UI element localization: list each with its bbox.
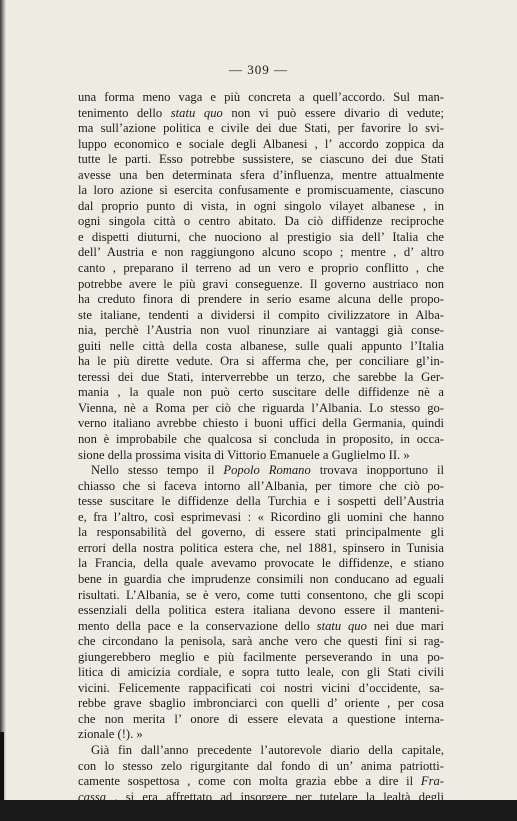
italic-term: cassa	[78, 789, 106, 804]
text-line: impegni dell’Italia verso l’Austria, a proposito dell’invio delle navi	[78, 805, 444, 820]
text-line: giungerebbero meglio e più facilmente perseverando in una po-	[78, 649, 444, 664]
text-line	[78, 774, 444, 790]
text-line	[78, 106, 444, 122]
text-line	[78, 790, 444, 806]
text-line: litica di amicizia cordiale, e sopra tutto leale, con gli Stati civili	[78, 665, 444, 680]
text-segment: tenimento dello	[78, 105, 171, 120]
text-line: la Francia, della quale avevamo provocate le diffidenze, e stiano	[78, 556, 444, 571]
text-line: Già fin dall’anno precedente l’autorevole diario della capitale,	[91, 742, 444, 757]
text-line: guiti nelle città della costa albanese, sulle quali appunto l’Italia	[78, 338, 444, 353]
text-segment: mento della pace e la conservazione dello	[78, 618, 317, 633]
text-segment: Nello stesso tempo il	[91, 463, 224, 478]
text-line: essenziali della politica estera italiana devono essere il manteni-	[78, 603, 444, 618]
text-line: ste italiane, tendenti a dividersi il compito civilizzatore in Alba-	[78, 307, 444, 322]
text-line: ha creduto finora di prendere in serio esame alcuna delle propo-	[78, 292, 444, 307]
text-line: la loro azione si esercita confusamente e promiscuamente, ciascuno	[78, 183, 444, 198]
text-line: non è improbabile che qualcosa si concluda in proposito, in occa-	[78, 432, 444, 447]
text-line: la responsabilità del governo, di essere stati principalmente gli	[78, 525, 444, 540]
page-edge-shadow	[0, 0, 6, 800]
text-line: che circondano la penisola, sarà anche vero che questi fini si rag-	[78, 634, 444, 649]
text-line: mania , la quale non può certo suscitare delle diffidenze nè a	[78, 385, 444, 400]
text-line: verno italiano avrebbe chiesto i buoni uffici della Germania, quindi	[78, 416, 444, 431]
text-line: dal proprio punto di vista, in ogni singolo vilayet albanese , in	[78, 198, 444, 213]
scan-border	[0, 732, 4, 800]
text-line: Vienna, nè a Roma per ciò che riguarda l’Albania. Lo stesso go-	[78, 400, 444, 415]
text-line: sione della prossima visita di Vittorio Emanuele a Guglielmo II. »	[78, 447, 410, 462]
page-number: — 309 —	[229, 62, 288, 77]
italic-term: statu quo	[316, 618, 367, 633]
text-line: risultati. L’Albania, se è vero, come tutti consentono, che gli scopi	[78, 587, 444, 602]
text-line: tesse suscitare le diffidenze della Turchia e i sospetti dell’Austria	[78, 494, 444, 509]
text-line: tutte le parti. Esso potrebbe sussistere, se ciascuno dei due Stati	[78, 152, 444, 167]
text-line: e, fra l’altro, così esprimevasi : « Ricordino gli uomini che hanno	[78, 509, 444, 524]
text-line: rebbe grave sbaglio imbronciarci con quelli d’ oriente , per cosa	[78, 696, 444, 711]
text-segment: camente sospettosa , come con molta grazia ebbe a dire il	[78, 774, 421, 789]
italic-term: Popolo Romano	[223, 463, 311, 478]
text-line: canto , preparano il terreno ad un vero e proprio conflitto , che	[78, 261, 444, 276]
text-line: potrebbe avere le più gravi conseguenze. Il governo austriaco non	[78, 276, 444, 291]
text-line: ma sull’azione politica e civile dei due Stati, per favorire lo svi-	[78, 121, 444, 136]
text-line: dell’ Austria e non raggiungono alcuno scopo ; mentre , d’ altro	[78, 245, 444, 260]
italic-term: Fra-	[420, 774, 444, 789]
text-segment: trovava inopportuno il	[310, 463, 444, 478]
text-line: che non merita l’ onore di essere elevata a questione interna-	[78, 711, 444, 726]
italic-term: statu quo	[170, 105, 223, 120]
text-line: bene in guardia che imprudenze consimili non conducano ad eguali	[78, 571, 444, 586]
text-line: una forma meno vaga e più concreta a quell’accordo. Sul man-	[78, 90, 444, 104]
text-line: ha le più dirette vedute. Ora si afferma che, per conciliare gl’in-	[78, 354, 444, 369]
text-line: nia, perchè l’Austria non vuol rinunziare ai vantaggi già conse-	[78, 323, 444, 338]
text-line: vicini. Felicemente rappacificati coi nostri vicini d’occidente, sa-	[78, 680, 444, 695]
text-line: chiasso che si faceva intorno all’Albania, per timore che ciò po-	[78, 478, 444, 493]
text-segment: nei due mari	[366, 618, 445, 633]
text-line: teressi dei due Stati, interverrebbe un terzo, che sarebbe la Ger-	[78, 369, 444, 384]
text-line: luppo economico e sociale degli Albanesi , l’ accordo zoppica da	[78, 136, 444, 151]
text-line: con lo stesso zelo rigurgitante dal fondo di un’ anima patriotti-	[78, 758, 444, 773]
text-segment: , si era affrettato ad insorgere per tutelare la lealtà degli	[106, 789, 444, 804]
text-line: ogni singola città o centro abitato. Da ciò diffidenze reciproche	[78, 214, 444, 229]
text-line: e dispetti diuturni, che nuociono al prestigio sia dell’ Italia che	[78, 229, 444, 244]
text-line: zionale (!). »	[78, 727, 143, 742]
text-segment: non vi può essere divario di vedute;	[222, 105, 444, 120]
text-line: avesse una ben determinata sfera d’influenza, mentre attualmente	[78, 167, 444, 182]
text-line	[78, 463, 444, 479]
text-line	[78, 619, 444, 635]
body-text	[78, 90, 444, 821]
text-line: errori della nostra politica estera che, nel 1881, spinsero in Tunisia	[78, 540, 444, 555]
